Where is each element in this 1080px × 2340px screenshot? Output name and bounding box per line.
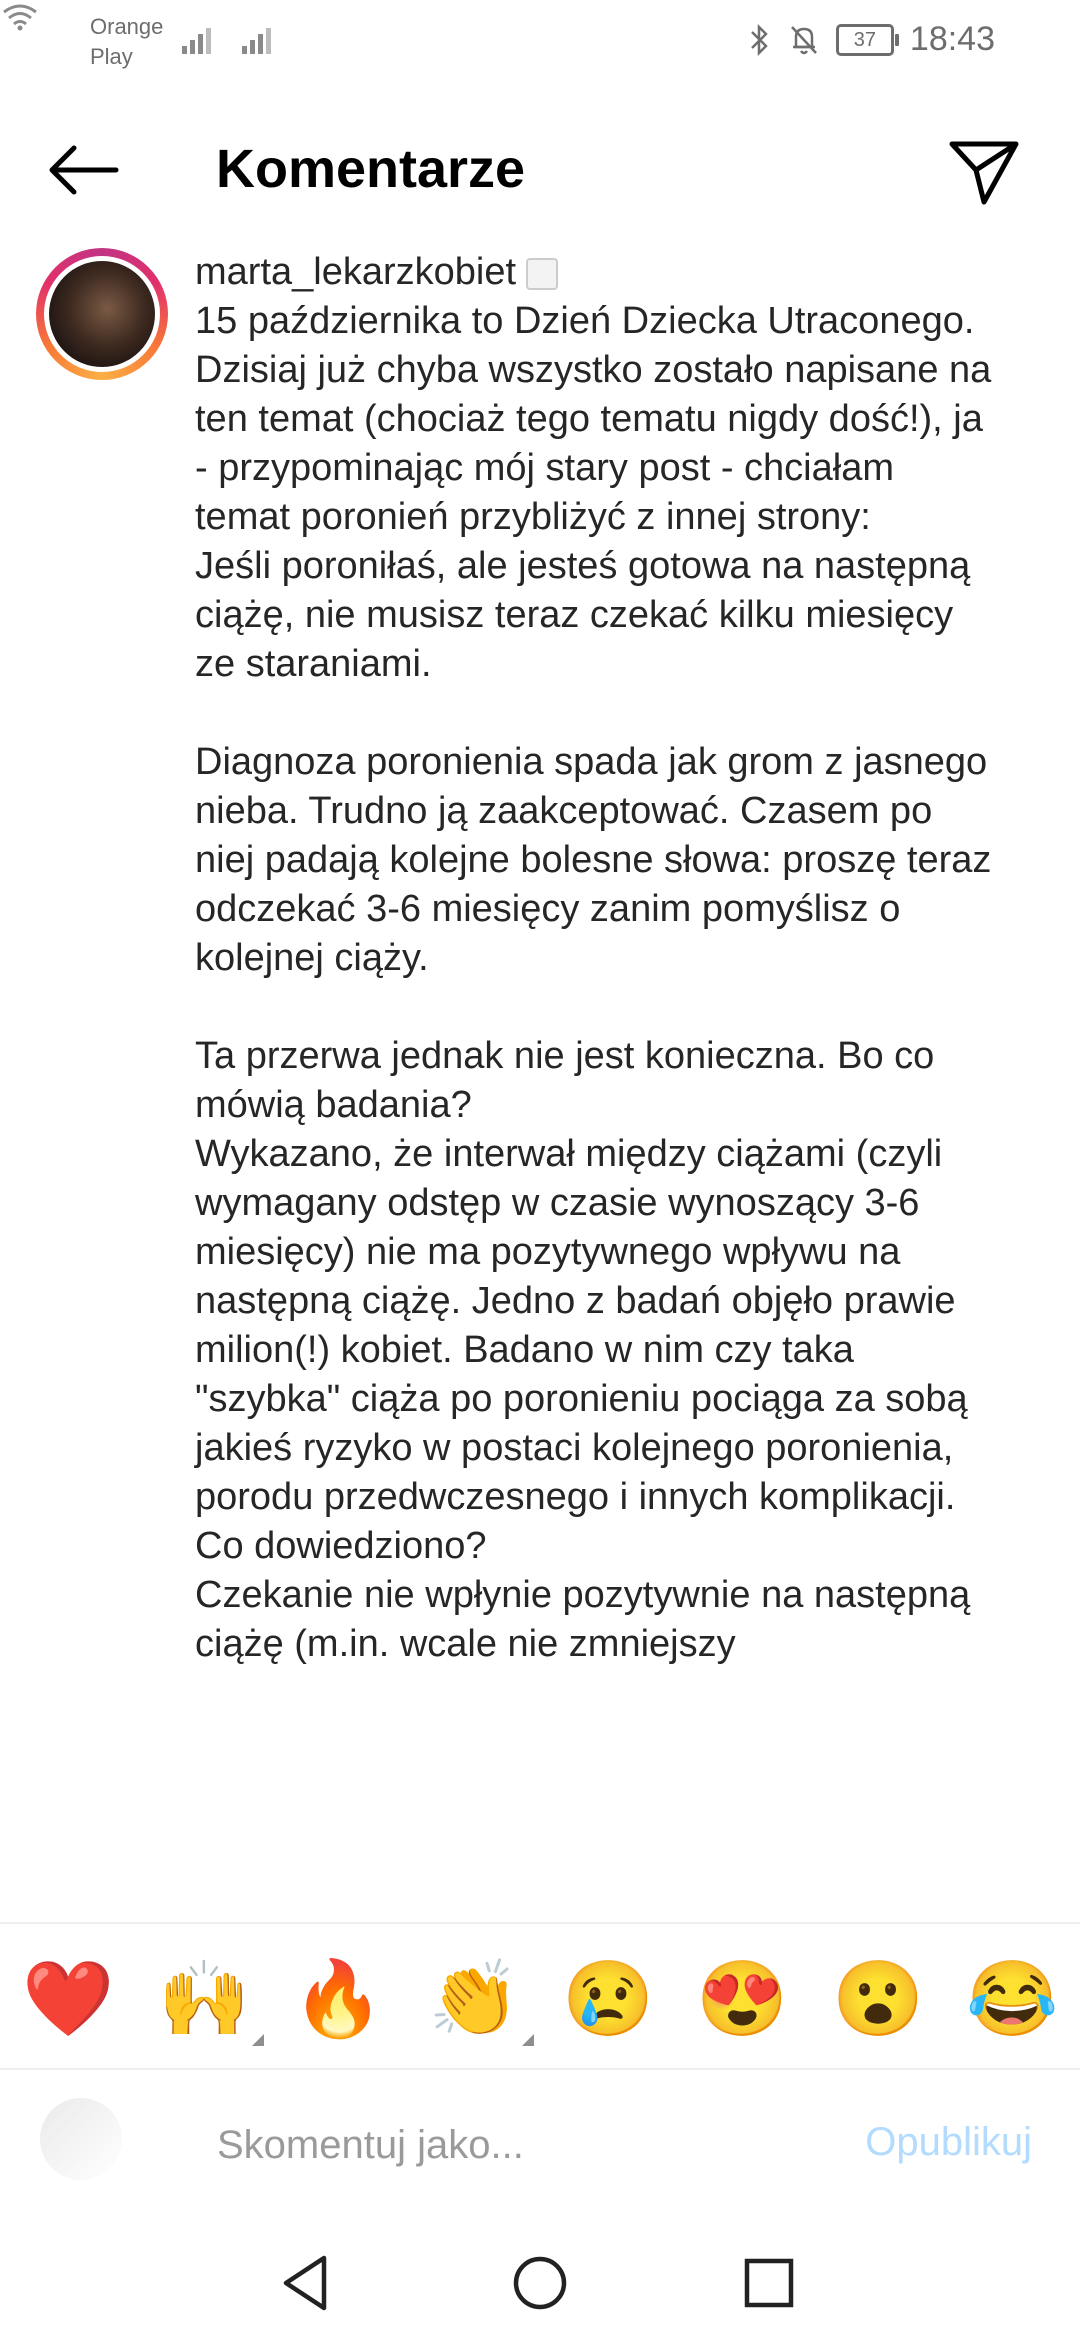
battery-indicator: 37: [836, 24, 894, 56]
signal-icon-2: [240, 24, 280, 56]
raising-hands-emoji[interactable]: [158, 1954, 251, 2044]
header: [0, 120, 1080, 220]
comment-input[interactable]: [215, 2114, 819, 2176]
signal-icon: [180, 24, 220, 56]
wifi-icon: [0, 0, 40, 32]
unknown-glyph-icon: [526, 258, 558, 290]
bluetooth-icon: [748, 23, 772, 57]
fire-emoji[interactable]: 🔥: [292, 1957, 385, 2040]
raising-hands-emoji-glyph: 🙌: [158, 1957, 251, 2040]
surprised-face-emoji[interactable]: 😮: [832, 1957, 925, 2040]
publish-button[interactable]: Opublikuj: [865, 2120, 1032, 2164]
paper-plane-icon[interactable]: [944, 130, 1024, 210]
heart-eyes-emoji[interactable]: 😍: [696, 1957, 789, 2040]
red-heart-emoji[interactable]: ❤️: [22, 1957, 115, 2040]
status-time: 18:43: [909, 20, 995, 58]
tears-of-joy-emoji[interactable]: 😂: [966, 1957, 1059, 2040]
comment-composer: [0, 2068, 1080, 2228]
system-nav-bar: [0, 2226, 1080, 2340]
avatar-image: [49, 261, 155, 367]
avatar[interactable]: [36, 248, 168, 380]
carrier-name: Orange Play: [90, 14, 164, 69]
skin-tone-indicator-icon: [522, 2034, 534, 2046]
circle-home-icon[interactable]: [505, 2248, 575, 2318]
mute-bell-icon: [788, 23, 820, 57]
comment: [195, 248, 995, 1669]
comment-username[interactable]: marta_lekarzkobiet: [195, 251, 517, 293]
emoji-bar: [0, 1922, 1080, 2070]
page-title: Komentarze: [216, 139, 526, 199]
skin-tone-indicator-icon: [252, 2034, 264, 2046]
status-bar: [0, 0, 1080, 80]
clapping-hands-emoji-glyph: 👏: [428, 1957, 521, 2040]
square-recent-icon[interactable]: [734, 2248, 804, 2318]
triangle-back-icon[interactable]: [272, 2248, 342, 2318]
clapping-hands-emoji[interactable]: [428, 1954, 521, 2044]
crying-face-emoji[interactable]: 😢: [562, 1957, 655, 2040]
own-avatar: [40, 2098, 122, 2180]
arrow-left-icon[interactable]: [42, 140, 122, 200]
comment-text: 15 października to Dzień Dziecka Utraconego. Dzisiaj już chyba wszystko zostało napisane na ten temat (chociaż tego tematu nigdy dość!), ja - przypominając mój stary post - chciałam temat poronień przybliżyć z innej strony: Jeśli poroniłaś, ale jesteś gotowa na następną ciążę, nie musisz teraz czekać kilku miesięcy ze staraniami. Diagnoza poronienia spada jak grom z jasnego nieba. Trudno ją zaakceptować. Czasem po niej padają kolejne bolesne słowa: proszę teraz odczekać 3-6 miesięcy zanim pomyślisz o kolejnej ciąży. Ta przerwa jednak nie jest konieczna. Bo co mówią badania? Wykazano, że interwał między ciążami (czyli wymagany odstęp w czasie wynoszący 3-6 miesięcy) nie ma pozytywnego wpływu na następną ciążę. Jedno z badań objęło prawie milion(!) kobiet. Badano w nim czy taka "szybka" ciąża po poronieniu pociąga za sobą jakieś ryzyko w postaci kolejnego poronienia, porodu przedwczesnego i innych komplikacji. Co dowiedziono? Czekanie nie wpłynie pozytywnie na następną ciążę (m.in. wcale nie zmniejszy: [195, 300, 992, 1665]
